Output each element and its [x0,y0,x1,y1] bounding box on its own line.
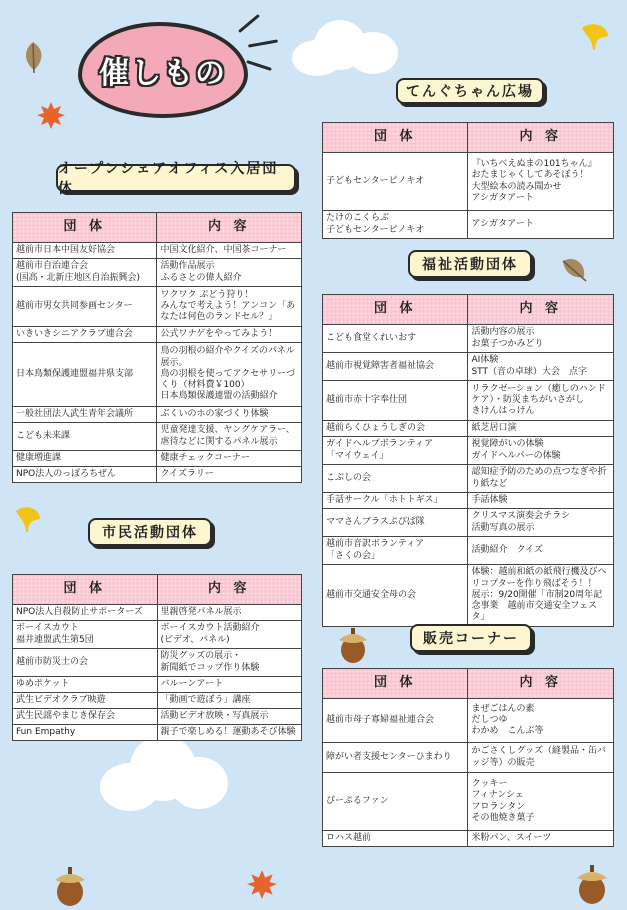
content-cell: 活動紹介 クイズ [468,537,614,565]
org-cell: 越前市交通安全母の会 [323,565,468,627]
content-cell: 中国文化紹介、中国茶コーナー [157,243,302,259]
org-cell: 健康増進課 [13,451,157,467]
section-label-sales [410,624,532,652]
org-cell: 手話サークル「ホトトギス」 [323,493,468,509]
content-cell: バルーンアート [157,677,301,693]
table-row [323,743,614,773]
content-cell: アシガタアート [468,211,614,239]
org-cell: 一般社団法人武生青年会議所 [13,407,157,423]
table-row [323,493,614,509]
table-header-org: 団 体 [13,575,158,605]
table-row [323,773,614,831]
content-cell: ぶくいのホの家づくり体験 [157,407,302,423]
section-label-text: 販売コーナー [423,631,519,647]
table-header-content: 内 容 [157,213,302,243]
org-cell: 越前市自治連合会 (国高・北新庄地区自治振興会) [13,259,157,287]
table-row [13,327,302,343]
acorn-icon [574,860,610,904]
content-cell: 親子で楽しめる！運動あそび体験 [157,725,301,741]
table-row [13,287,302,327]
org-cell: ロハス越前 [323,831,468,847]
page-title-bubble [78,22,248,118]
table-row [323,381,614,421]
table-row [323,465,614,493]
content-cell: 「動画で遊ぼう」講座 [157,693,301,709]
content-cell: まぜごはんの素 だしつゆ わかめ こんぶ等 [468,699,614,743]
content-cell: 活動ビデオ放映・写真展示 [157,709,301,725]
maple-leaf-icon [246,868,278,900]
table-row [13,467,302,483]
content-cell: 公式ワナゲをやってみよう！ [157,327,302,343]
org-cell: 障がい者支援センターひまわり [323,743,468,773]
table-row [13,343,302,407]
org-cell: Fun Empathy [13,725,158,741]
content-cell: 防災グッズの展示・ 新聞紙でコップ作り体験 [157,649,301,677]
table-row [13,407,302,423]
section-label-text: オープンシェアオフィス入居団体 [58,161,279,197]
table-header-org: 団 体 [323,295,468,325]
org-cell: こぶしの会 [323,465,468,493]
table-tengu [322,122,614,239]
table-row [323,437,614,465]
table-row [323,421,614,437]
table-header-content: 内 容 [468,669,614,699]
section-label-text: 福祉活動団体 [422,257,518,273]
table-header-org: 団 体 [13,213,157,243]
table-header-org: 団 体 [323,123,468,153]
section-label-text: てんぐちゃん広場 [406,84,534,100]
table-row [13,621,302,649]
org-cell: NPO法人自殺防止サポーターズ [13,605,158,621]
table-header-content: 内 容 [468,295,614,325]
content-cell: AI体験 STT（音の卓球）大会 点字 [468,353,614,381]
org-cell: NPO法人のっぽろちぜん [13,467,157,483]
content-cell: 『いちべえぬまの101ちゃん』 おたまじゃくしてあそぼう！ 大型絵本の読み聞かせ アシガタアート [468,153,614,211]
content-cell: リラクゼーション（癒しのハンドケア）・防災まちがいさがし きけんはっけん [468,381,614,421]
org-cell: ガイドヘルプボランティア 「マイウェイ」 [323,437,468,465]
org-cell: 越前市視覚障害者福祉協会 [323,353,468,381]
title-burst-line [248,39,278,47]
org-cell: こども食堂くれいおす [323,325,468,353]
content-cell: ボーイスカウト活動紹介 (ビデオ、パネル) [157,621,301,649]
content-cell: 紙芝居口演 [468,421,614,437]
org-cell: 武生ビデオクラブ映遊 [13,693,158,709]
page-title: 催しもの [99,56,227,91]
content-cell: 里親啓発パネル展示 [157,605,301,621]
content-cell: 活動作品展示 ふるさとの偉人紹介 [157,259,302,287]
table-header-content: 内 容 [468,123,614,153]
content-cell: 活動内容の展示 お菓子つかみどり [468,325,614,353]
table-row [13,709,302,725]
table-row [13,725,302,741]
org-cell: ママさんブラスぷぴぱ隊 [323,509,468,537]
cloud-bottom-left [100,735,230,815]
title-burst-line [238,14,260,33]
ginkgo-leaf-icon [578,22,612,54]
org-cell: 武生民謡やまじき保存会 [13,709,158,725]
org-cell: 越前らくひょうしぎの会 [323,421,468,437]
org-cell: 越前市日本中国友好協会 [13,243,157,259]
table-sales [322,668,614,847]
org-cell: 越前市男女共同参画センター [13,287,157,327]
table-citizen [12,574,302,741]
content-cell: 米粉パン、スイーツ [468,831,614,847]
section-label-citizen [88,518,212,546]
content-cell: クイズラリー [157,467,302,483]
org-cell: 越前市防災士の会 [13,649,158,677]
org-cell: いきいきシニアクラブ連合会 [13,327,157,343]
table-row [13,451,302,467]
table-row [323,509,614,537]
content-cell: 体験：越前和紙の紙飛行機及びヘリコプターを作り飛ばそう！！ 展示：9/20開催「市制20周年記念事業 越前市交通安全フェスタ」 [468,565,614,627]
title-burst-line [246,60,272,71]
content-cell: 健康チェックコーナー [157,451,302,467]
table-row [323,211,614,239]
org-cell: ゆめポケット [13,677,158,693]
table-row [323,153,614,211]
content-cell: 認知症予防のための点つなぎや折り紙など [468,465,614,493]
content-cell: 児童発達支援、ヤングケアラー、虐待などに関するパネル展示 [157,423,302,451]
table-row [13,677,302,693]
table-row [13,259,302,287]
content-cell: クリスマス演奏会チラシ 活動写真の展示 [468,509,614,537]
table-row [13,693,302,709]
section-label-welfare [408,250,532,278]
acorn-icon [52,862,88,906]
section-label-tengu [396,78,544,104]
org-cell: 越前市音訳ボランティア 「さくの会」 [323,537,468,565]
brown-leaf-icon [560,255,588,285]
table-row [323,565,614,627]
content-cell: ワクワク ぷどう狩り！ みんなで考えよう！アンコン「あなたは何色のランドセル？」 [157,287,302,327]
cloud-top-right [292,18,402,78]
table-row [13,649,302,677]
org-cell: 越前市母子寡婦福祉連合会 [323,699,468,743]
org-cell: 子どもセンターピノキオ [323,153,468,211]
org-cell: ぴーぷるファン [323,773,468,831]
content-cell: 視覚障がいの体験 ガイドヘルパーの体験 [468,437,614,465]
table-row [13,423,302,451]
table-header-content: 内 容 [157,575,301,605]
table-row [13,243,302,259]
table-row [323,831,614,847]
table-row [13,605,302,621]
acorn-icon [335,624,371,664]
maple-leaf-icon [36,100,66,130]
ginkgo-leaf-icon [12,505,44,535]
table-row [323,699,614,743]
table-row [323,325,614,353]
org-cell: こども未来課 [13,423,157,451]
content-cell: クッキー フィナンシェ フロランタン その他焼き菓子 [468,773,614,831]
content-cell: 鳥の羽根の紹介やクイズのパネル展示。 鳥の羽根を使ってアクセサリーづくり（材料費￥100） 日本鳥類保護連盟の活動紹介 [157,343,302,407]
table-row [323,537,614,565]
org-cell: 日本鳥類保護連盟福井県支部 [13,343,157,407]
content-cell: 手話体験 [468,493,614,509]
org-cell: たけのこくらぶ 子どもセンターピノキオ [323,211,468,239]
brown-leaf-icon [18,40,48,74]
section-label-open-share [56,161,296,197]
section-label-text: 市民活動団体 [102,525,198,541]
table-header-org: 団 体 [323,669,468,699]
org-cell: 越前市赤十字奉仕団 [323,381,468,421]
table-row [323,353,614,381]
table-welfare [322,294,614,627]
table-open-share [12,212,302,483]
org-cell: ボーイスカウト 福井連盟武生第5団 [13,621,158,649]
content-cell: かごさくしグッズ（縫製品・缶バッジ等）の販売 [468,743,614,773]
